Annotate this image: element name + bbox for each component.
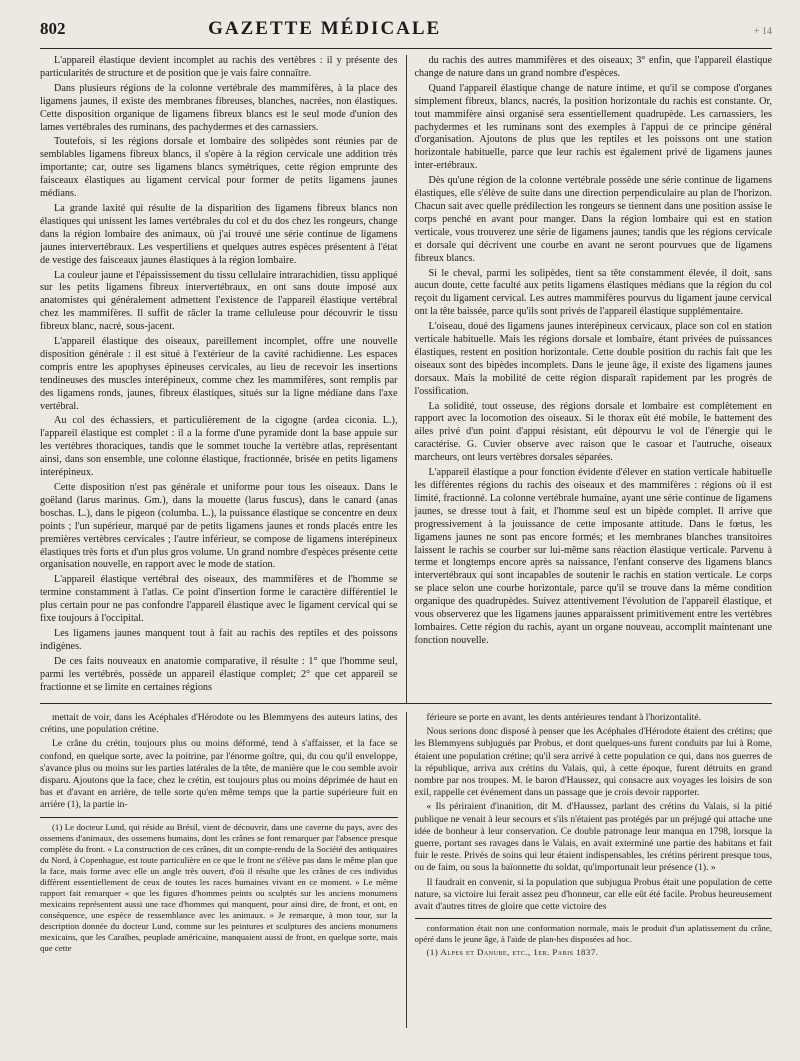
feuilleton-left-paragraph: mettait de voir, dans les Acéphales d'Hérodote ou les Blemmyens des auteurs latins, des crétins, une population crétine. bbox=[40, 712, 398, 736]
footnote-continuation: conformation était non une conformation normale, mais le produit d'un aplatissement du crâne, opéré dans le jeune âge, à l'aide de plan-hes disposées ad hoc. bbox=[414, 923, 772, 945]
feuilleton-right-paragraph: Nous serions donc disposé à penser que les Acéphales d'Hérodote étaient des crétins; que les Blemmyens subjugués par Probus, et dont quelques-uns furent conduits par lui à Rome, étaient une population crétine; qu'il sera arrivé à cette population ce qui, dans nos guerres de la république, arriva aux crétins du Valais, qui, à cette époque, furent détruits en grand nombre par nos troupes. M. le baron d'Haussez, qui consacre aux voyages les loisirs de son exil, rappelle cet événement dans un passage que je crois devoir rapporter. bbox=[414, 726, 772, 799]
main-left-paragraph: Au col des échassiers, et particulièrement de la cigogne (ardea ciconia. L.), l'appareil élastique est complet : il a la forme d'une pyramide dont la base appuie sur les vertèbres thoraciques, tandis que le sommet touche la vertèbre atlas, représentant ainsi, dans son ensemble, une colonne élastique, fractionnée, brisée en petits ligamens interépineux. bbox=[40, 415, 398, 479]
main-left-paragraph: De ces faits nouveaux en anatomie comparative, il résulte : 1° que l'homme seul, parmi les vertébrés, possède un appareil élastique complet; 2° que cet appareil se fractionne et se limite en certaines régions bbox=[40, 655, 398, 693]
feuilleton-right-paragraph: Il faudrait en convenir, si la population que subjugua Probus était une population de cette nature, sa victoire lui ferait assez peu d'honneur, car elle eût été facile. Probus heureusement avait d'autres titres de gloire que cette victoire des bbox=[414, 876, 772, 913]
main-left-paragraph: Cette disposition n'est pas générale et uniforme pour tous les oiseaux. Dans le goëland (larus marinus. Gm.), dans la mouette (larus fuscus), dans le canard (anas boschas. L.), dans le pigeon (columba. L.), la puissance élastique se concentre en deux points ; l'un supérieur, marqué par de petits ligamens jaunes et ronds placés entre les premières vertèbres cervicales ; l'autre inférieur, se compose de ligamens interépineux élastiques très forts et d'un plus gros volume. Un grand nombre d'espèces présente cette organisation nouvelle, en rapport avec le mode de station. bbox=[40, 482, 398, 571]
main-right-paragraph: Dès qu'une région de la colonne vertébrale possède une série continue de ligamens élastiques, elle s'élève de suite dans une direction perpendiculaire au plan de l'horizon. Chacun sait avec quelle prédilection les rongeurs se tiennent dans une position assise le corps penché en avant pour manger. Dans la région lombaire qui est en station verticale, vous trouverez une série de ligamens jaunes; tandis que les régions cervicale et dorsale qui décrivent une courbe en avant ne seront pourvues que de ligamens fibreux blancs. bbox=[414, 175, 772, 264]
main-right-paragraph: L'oiseau, doué des ligamens jaunes interépineux cervicaux, place son col en station verticale habituelle. Mais les régions dorsale et lombaire, étant privées de puissances élastiques, restent en position horizontale. Cette double position du rachis fait que les oiseaux sont des bipèdes incomplets. Dans le jeune âge, il existe des ligamens jaunes dorsaux. Mais la mobilité de cette région disparaît rapidement par les progrès de l'ossification. bbox=[414, 321, 772, 397]
footnote-rule bbox=[415, 918, 773, 919]
feuilleton bbox=[40, 712, 772, 1028]
main-right-paragraph: L'appareil élastique a pour fonction évidente d'élever en station verticale habituelle les différentes régions du rachis des oiseaux et des mammifères : régions où il est limité, fractionné. La colonne vertébrale humaine, ayant une série continue de ligamens jaunes, se dresse tout à fait, et l'homme seul est un bipède complet. Il arrive que progressivement à la jouissance de cette imposante attitude. Dans le fœtus, les ligamens jaunes ne sont pas encore formés; et les membranes blanches transitoires laissent le rachis se courber sur lui-même sans réaction élastique verticale. Parvenu à terme et longtemps encore après sa naissance, l'enfant conserve des ligamens blancs intervertébraux qui sont incapables de soutenir le rachis en station verticale. Le corps se place selon une courbe horizontale, parce qu'il se trouve dans la même condition organique des quadrupèdes. Suivez attentivement l'évolution de l'appareil élastique, et vous observerez que les ligamens jaunes apparaissent primitivement entre les vertèbres lombaires. Cette région du rachis, ayant un organe nouveau, accomplit maintenant une fonction nouvelle. bbox=[414, 467, 772, 646]
footnote-right: (1) Alpes et Danube, etc., 1er. Paris 1837. bbox=[426, 947, 599, 958]
feuilleton-right-paragraph: férieure se porte en avant, les dents antérieures tendant à l'horizontalité. bbox=[426, 712, 701, 723]
main-left-paragraph: L'appareil élastique des oiseaux, pareillement incomplet, offre une nouvelle disposition générale : il est situé à l'extérieur de la cavité rachidienne. Les espaces compris entre les apophyses épineuses cervicales, au lieu de recevoir les insertions tendineuses des muscles interépineux, comme chez les mammifères, sont remplis par des ligamens ronds, jaunes, fibreux élastiques, situés sur la ligne médiane dans l'axe vertébral. bbox=[40, 336, 398, 412]
running-head bbox=[40, 18, 772, 49]
feuilleton-column-left bbox=[40, 712, 406, 1028]
main-left-paragraph: Dans plusieurs régions de la colonne vertébrale des mammifères, à la place des ligamens jaunes, il existe des membranes fibreuses, blanches, nacrées, non élastiques. Cette disposition organique de ligamens fibreux blancs est le seul mode d'union des lames vertébrales des ruminans, des pachydermes et des carnassiers. bbox=[40, 82, 398, 133]
main-left-paragraph: Toutefois, si les régions dorsale et lombaire des solipèdes sont réunies par de semblables ligamens fibreux blancs, il s'opère à la région cervicale une addition très importante; car, outre ses ligamens blancs symétriques, cette région emprunte des faisceaux élastiques au ligament cervical pour former de petits ligamens jaunes médians. bbox=[40, 136, 398, 200]
main-column-right bbox=[406, 55, 773, 703]
main-right-paragraph: Quand l'appareil élastique change de nature intime, et qu'il se compose d'organes simplement fibreux, blancs, nacrés, la position horizontale du rachis est constante. Or, tout mammifère ainsi organisé sera essentiellement quadrupède. Les carnassiers, les pachydermes et les ruminans sont des exemples à l'appui de ce principe général d'organisation. Ajoutons de plus que les reptiles et les poissons ont une station horizontale habituelle, parce que leur rachis est également privé de ligamens jaunes inter-ertébraux. bbox=[414, 82, 772, 172]
main-article bbox=[40, 55, 772, 704]
journal-title: GAZETTE MÉDICALE bbox=[208, 18, 442, 39]
main-right-paragraph: La solidité, tout osseuse, des régions dorsale et lombaire est complètement en rapport avec la locomotion des oiseaux. Si le thorax eût été mobile, le battement des ailes privé d'un point d'appui résistant, eût dépourvu le vol de l'énergie qui le caractérise. G. Cuvier observe avec raison que le casoar et l'autruche, oiseaux marcheurs, ont leurs vertèbres dorsales séparées. bbox=[414, 400, 772, 464]
main-right-paragraph: du rachis des autres mammifères et des oiseaux; 3° enfin, que l'appareil élastique change de nature dans un grand nombre d'espèces. bbox=[414, 55, 772, 79]
main-right-paragraph: Si le cheval, parmi les solipèdes, tient sa tête constamment élevée, il doit, sans aucun doute, cette faculté aux petits ligamens élastiques médians que la région du col reçoit du ligament cervical. Les autres mammifères pourvus du ligament jaune cervical ont la tête baissée, parce qu'ils sont privés de l'appareil élastique supplémentaire. bbox=[414, 267, 772, 318]
feuilleton-right-paragraph: « Ils périraient d'inanition, dit M. d'Haussez, parlant des crétins du Valais, si la pitié publique ne venait à leur secours et s'ils n'étaient pas protégés par un préjugé qui attache une idée de bonheur à leur conservation. Ce double patronage leur manqua en 1798, lorsque la guerre, portant ses ravages dans le Valais, en avait exterminé une partie des habitans et fait fuir le reste. Privés de soins qui leur étaient indispensables, les crétins périrent presque tous, ou de faim, ou sous la baïonnette du soldat, qu'importunait leur présence (1). » bbox=[414, 801, 772, 874]
footnote-rule bbox=[40, 817, 398, 818]
main-left-paragraph: L'appareil élastique vertébral des oiseaux, des mammifères et de l'homme se termine constamment à l'atlas. Ce point d'insertion forme le caractère différentiel le plus certain pour ne pas confondre l'appareil élastique avec le ligament cervical qui se fixe toujours à l'occipital. bbox=[40, 574, 398, 625]
footnote-left: (1) Le docteur Lund, qui réside au Brésil, vient de découvrir, dans une caverne du pays, avec des ossemens d'animaux, des ossemens humains, dont les crânes se font remarquer par l'absence presque complète du front. « La construction de ces crânes, dit un compte-rendu de la Société des antiquaires du Nord, à Copenhague, est toute particulière en ce que le front ne s'élève pas dans le même plan que la face, mais forme avec elle un angle très ouvert, d'où il résulte que les crânes de ces individus diffèrent essentiellement de ceux de toutes les races humaines vivant en ce moment. » Le même rapport fait remarquer « que les figures d'hommes peints ou sculptés sur les anciens monumens mexicains représentent aussi une race d'hommes qui manquent, pour ainsi dire, de front, et ont, en conséquence, une espèce de ressemblance avec les animaux. » Je remarque, à mon tour, sur la description donnée du docteur Lund, comme sur les peintures et sculptures des anciens monumens mexicains, que les Caraïbes, peuplade américaine, manquaient aussi de front, en quelque sorte, mais que cette bbox=[40, 821, 398, 953]
main-column-left bbox=[40, 55, 406, 703]
edge-mark: + 14 bbox=[753, 26, 772, 37]
main-left-paragraph: La couleur jaune et l'épaississement du tissu cellulaire intrarachidien, tissu appliqué sur les petits ligamens fibreux intervertébraux, en ont sans doute imposé aux anatomistes qui généralement admettent l'existence de l'appareil élastique vertébral chez les mammifères. Il suffit de râcler la trame celluleuse pour découvrir le tissu fibreux blanc, nacré, sous-jacent. bbox=[40, 269, 398, 333]
main-left-paragraph: L'appareil élastique devient incomplet au rachis des vertèbres : il y présente des particularités de structure et de position que je vais faire connaître. bbox=[40, 55, 398, 79]
feuilleton-column-right bbox=[406, 712, 773, 1028]
main-left-paragraph: Les ligamens jaunes manquent tout à fait au rachis des reptiles et des poissons indigènes. bbox=[40, 627, 398, 652]
main-left-paragraph: La grande laxité qui résulte de la disparition des ligamens fibreux blancs non élastiques qui unissent les lames vertébrales du col et du dos chez les rongeurs, change dans la région lombaire des animaux, où j'ai trouvé une série continue de ligamens jaunes intervertébraux. Les vespertiliens et quelques autres espèces présentent à l'état de vestige des faisceaux jaunes élastiques à la région lombaire. bbox=[40, 202, 398, 266]
feuilleton-left-paragraph: Le crâne du crétin, toujours plus ou moins déformé, tend à s'affaisser, et la face se confond, en quelque sorte, avec la poitrine, par l'énorme goître, qui, du cou qu'il enveloppe, s'avance plus ou moins sur les parties latérales de la tête, de manière que le cou semble avoir disparu. Ajoutons que la face, chez le crétin, est toujours plus ou moins déprimée de haut en bas et d'avant en arrière, de telle sorte qu'en même temps que la partie supérieure fuit en arrière (1), la partie in- bbox=[40, 738, 398, 811]
page-number: 802 bbox=[40, 19, 66, 38]
